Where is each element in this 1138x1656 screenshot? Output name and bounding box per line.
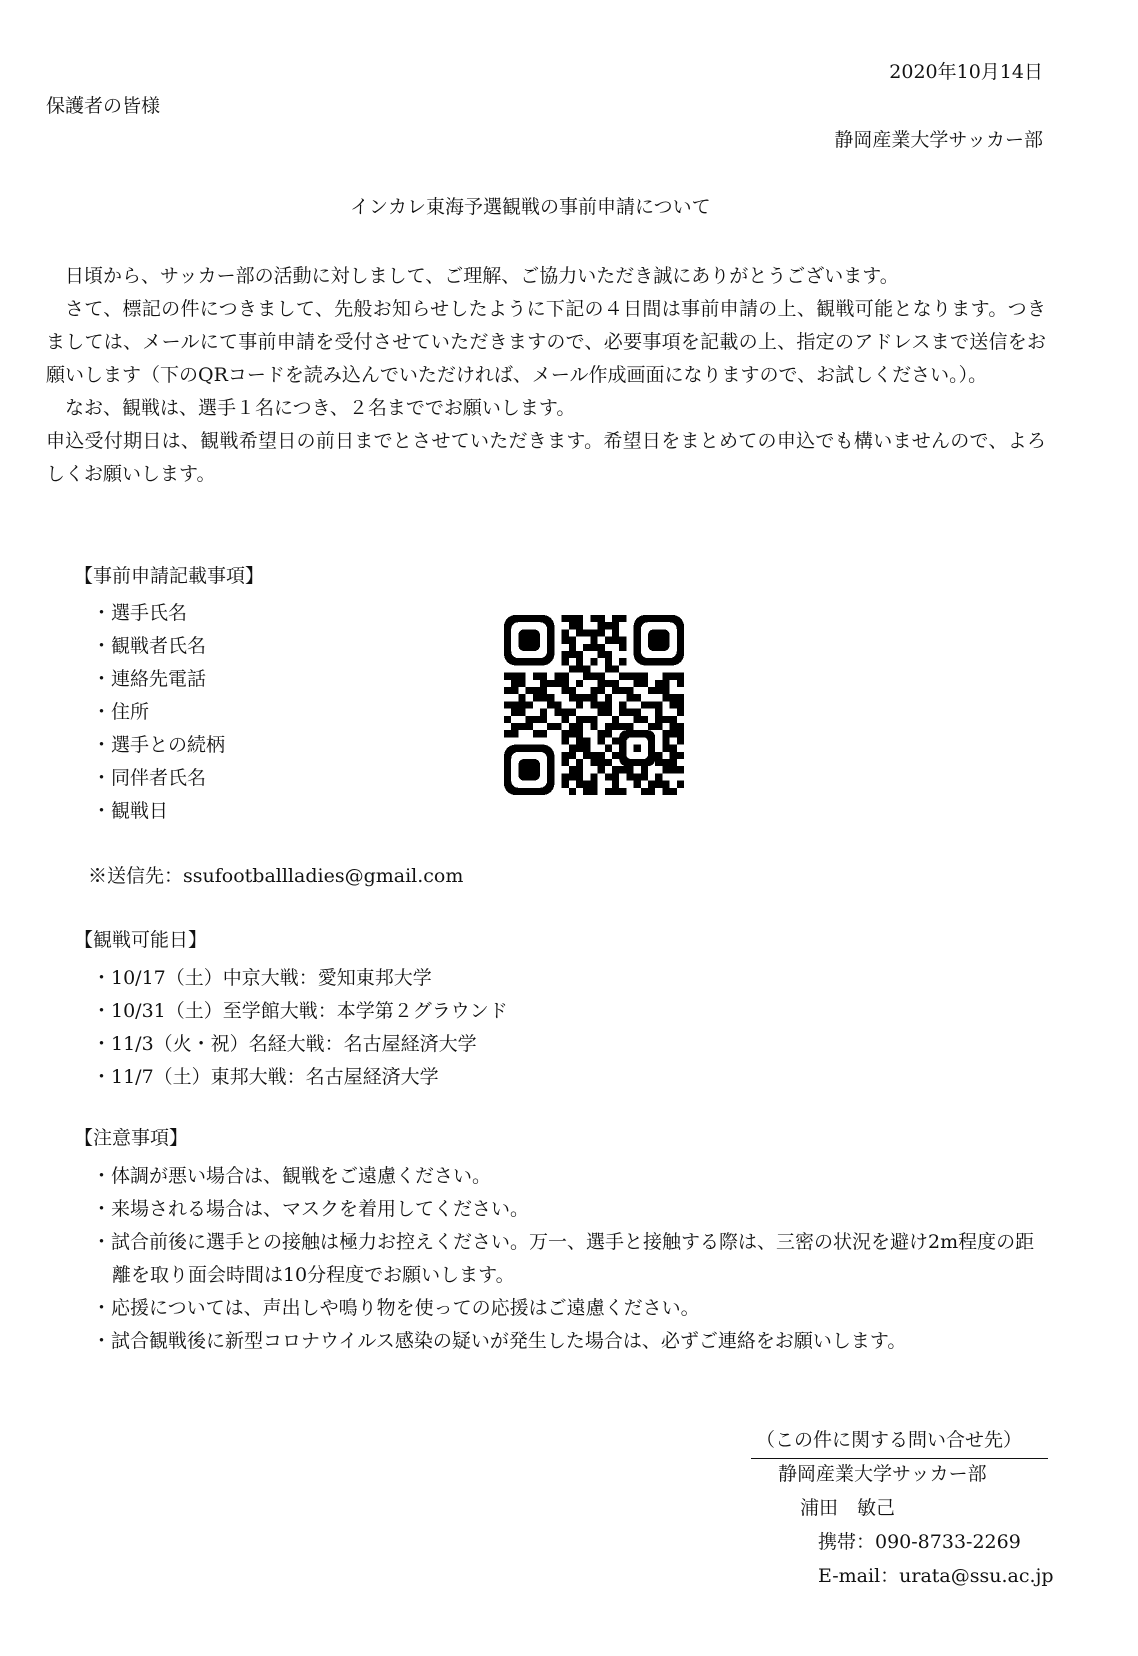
- list-item: ・11/3（火・祝）名経大戦：名古屋経済大学: [92, 1033, 477, 1055]
- list-item: ・10/31（土）至学館大戦：本学第２グラウンド: [92, 1000, 508, 1022]
- list-item: ・観戦日: [92, 800, 169, 822]
- list-item: ・観戦者氏名: [92, 635, 207, 657]
- notes-heading: 【注意事項】: [74, 1127, 189, 1149]
- page-title: インカレ東海予選観戦の事前申請について: [350, 196, 711, 218]
- list-item: ・来場される場合は、マスクを着用してください。: [92, 1198, 530, 1220]
- contact-phone: 携帯：090-8733-2269: [818, 1531, 1021, 1553]
- send-to-address: ※送信先：ssufootballladies@gmail.com: [88, 865, 464, 887]
- sender: 静岡産業大学サッカー部: [834, 129, 1043, 151]
- list-item: ・選手氏名: [92, 602, 188, 624]
- contact-name: 浦田 敏己: [800, 1497, 896, 1519]
- qr-code-icon[interactable]: [504, 615, 684, 795]
- contact-email[interactable]: E-mail：urata@ssu.ac.jp: [818, 1565, 1054, 1587]
- list-item: ・11/7（土）東邦大戦：名古屋経済大学: [92, 1066, 439, 1088]
- body-paragraph-1: 日頃から、サッカー部の活動に対しまして、ご理解、ご協力いただき誠にありがとうございます。: [65, 265, 899, 287]
- recipient: 保護者の皆様: [46, 95, 161, 117]
- list-item: ・同伴者氏名: [92, 767, 207, 789]
- requirements-list: [92, 597, 225, 828]
- list-item: ・連絡先電話: [92, 668, 207, 690]
- list-item: ・試合前後に選手との接触は極力お控えください。万一、選手と接触する際は、三密の状況を避け2m程度の距離を取り面会時間は10分程度でお願いします。: [92, 1231, 1035, 1286]
- list-item: ・応援については、声出しや鳴り物を使っての応援はご遠慮ください。: [92, 1297, 700, 1319]
- body-paragraph-4: 申込受付期日は、観戦希望日の前日までとさせていただきます。希望日をまとめての申込でも構いませんので、よろしくお願いします。: [46, 430, 1046, 485]
- contact-heading-underline: [751, 1458, 1048, 1459]
- body-paragraph-3: なお、観戦は、選手１名につき、２名まででお願いします。: [65, 397, 576, 419]
- notes-list: [92, 1160, 1046, 1358]
- list-item: ・試合観戦後に新型コロナウイルス感染の疑いが発生した場合は、必ずご連絡をお願いします。: [92, 1330, 907, 1352]
- requirements-heading: 【事前申請記載事項】: [74, 565, 265, 587]
- contact-heading: （この件に関する問い合せ先）: [756, 1429, 1023, 1451]
- list-item: ・体調が悪い場合は、観戦をご遠慮ください。: [92, 1165, 492, 1187]
- document-date: 2020年10月14日: [889, 61, 1043, 83]
- body-paragraph-2: さて、標記の件につきまして、先般お知らせしたように下記の４日間は事前申請の上、観戦可能となります。つきましては、メールにて事前申請を受付させていただきますので、必要事項を記載の上、指定のアドレスまで送信をお願いします（下のQRコードを読み込んでいただければ、メール作成画面になりますので、お試しください。）。: [46, 298, 1046, 386]
- list-item: ・選手との続柄: [92, 734, 226, 756]
- list-item: ・住所: [92, 701, 150, 723]
- match-days-list: [92, 962, 508, 1094]
- list-item: ・10/17（土）中京大戦：愛知東邦大学: [92, 967, 432, 989]
- body-text: [46, 260, 1046, 491]
- match-days-heading: 【観戦可能日】: [74, 929, 208, 951]
- contact-organization: 静岡産業大学サッカー部: [778, 1463, 987, 1485]
